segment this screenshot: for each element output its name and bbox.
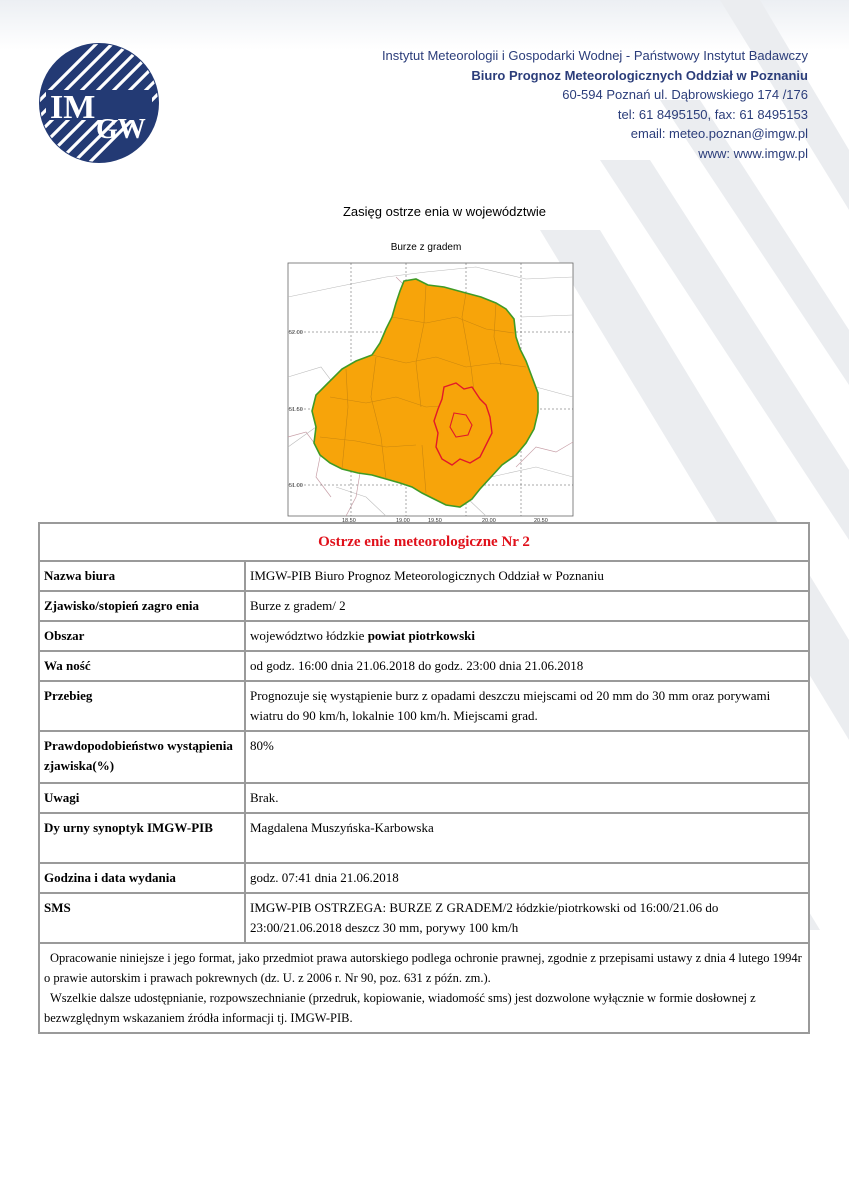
probability-value: 80% [245, 731, 809, 783]
institute-header [382, 46, 808, 163]
copyright-notice [39, 943, 809, 1033]
lon-label: 20.00 [482, 518, 496, 522]
table-row [39, 813, 809, 863]
table-row [39, 731, 809, 783]
probability-label: Prawdopodobieństwo wystąpienia zjawiska(%) [39, 731, 245, 783]
area-value-prefix: województwo łódzkie [250, 628, 368, 643]
sms-value: IMGW-PIB OSTRZEGA: BURZE Z GRADEM/2 łódzkie/piotrkowski od 16:00/21.06 do 23:00/21.06.2018 deszcz 30 mm, porywy 100 km/h [245, 893, 809, 943]
notes-value: Brak. [245, 783, 809, 813]
lat-label: 51.00 [289, 483, 303, 489]
table-row [39, 591, 809, 621]
distribution-paragraph: Wszelkie dalsze udostępnianie, rozpowszechnianie (przedruk, kopiowanie, wiadomość sms) jest dozwolone wyłącznie w formie dosłownej z bezwzględnym wskazaniem źródła informacji tj. IMGW-PIB. [44, 991, 756, 1025]
lon-label: 19.50 [428, 518, 442, 522]
phenomenon-value: Burze z gradem/ 2 [245, 591, 809, 621]
notes-label: Uwagi [39, 783, 245, 813]
course-label: Przebieg [39, 681, 245, 731]
course-value: Prognozuje się wystąpienie burz z opadami deszczu miejscami od 20 mm do 30 mm oraz porywami wiatru do 90 km/h, lokalnie 100 km/h. Miejscami grad. [245, 681, 809, 731]
office-value: IMGW-PIB Biuro Prognoz Meteorologicznych Oddział w Poznaniu [245, 561, 809, 591]
sms-label: SMS [39, 893, 245, 943]
validity-label: Wa ność [39, 651, 245, 681]
table-row [39, 561, 809, 591]
office-phone: tel: 61 8495150, fax: 61 8495153 [617, 106, 808, 122]
validity-value: od godz. 16:00 dnia 21.06.2018 do godz. 23:00 dnia 21.06.2018 [245, 651, 809, 681]
office-address: 60-594 Poznań ul. Dąbrowskiego 174 /176 [562, 87, 808, 102]
office-label: Nazwa biura [39, 561, 245, 591]
table-row [39, 943, 809, 1033]
lat-label: 52.00 [289, 330, 303, 336]
area-value [245, 621, 809, 651]
warning-table [38, 522, 810, 1034]
warning-map [276, 237, 576, 522]
office-website[interactable]: www: www.imgw.pl [698, 145, 808, 161]
forecaster-value: Magdalena Muszyńska-Karbowska [245, 813, 809, 863]
lon-label: 18.50 [342, 518, 356, 522]
issued-label: Godzina i data wydania [39, 863, 245, 893]
map-caption: Zasięg ostrze enia w województwie [342, 204, 547, 219]
map-title: Burze z gradem [390, 242, 462, 253]
table-row [39, 783, 809, 813]
area-value-county: powiat piotrkowski [367, 628, 475, 643]
lon-label: 20.50 [534, 518, 548, 522]
lon-label: 19.00 [396, 518, 410, 522]
imgw-logo [38, 42, 160, 164]
copyright-paragraph: Opracowanie niniejsze i jego format, jako przedmiot prawa autorskiego podlega ochronie prawnej, zgodnie z przepisami ustawy z dnia 4 lutego 1994r o prawie autorskim i prawach pokrewnych (dz. U. z 2006 r. Nr 90, poz. 631 z późn. zm.). [44, 951, 802, 985]
logo-text-top: IM [50, 89, 96, 126]
lat-label: 51.50 [289, 407, 303, 413]
warning-title: Ostrze enie meteorologiczne Nr 2 [39, 523, 809, 561]
table-row [39, 893, 809, 943]
office-email[interactable]: email: meteo.poznan@imgw.pl [630, 126, 808, 141]
table-row [39, 681, 809, 731]
forecaster-label: Dy urny synoptyk IMGW-PIB [39, 813, 245, 863]
issued-value: godz. 07:41 dnia 21.06.2018 [245, 863, 809, 893]
institute-name: Instytut Meteorologii i Gospodarki Wodnej - Państwowy Instytut Badawczy [381, 48, 808, 63]
logo-text-bottom: GW [96, 114, 146, 145]
table-row [39, 863, 809, 893]
area-label: Obszar [39, 621, 245, 651]
phenomenon-label: Zjawisko/stopień zagro enia [39, 591, 245, 621]
table-row [39, 651, 809, 681]
table-row [39, 621, 809, 651]
office-name: Biuro Prognoz Meteorologicznych Oddział w Poznaniu [471, 67, 808, 83]
